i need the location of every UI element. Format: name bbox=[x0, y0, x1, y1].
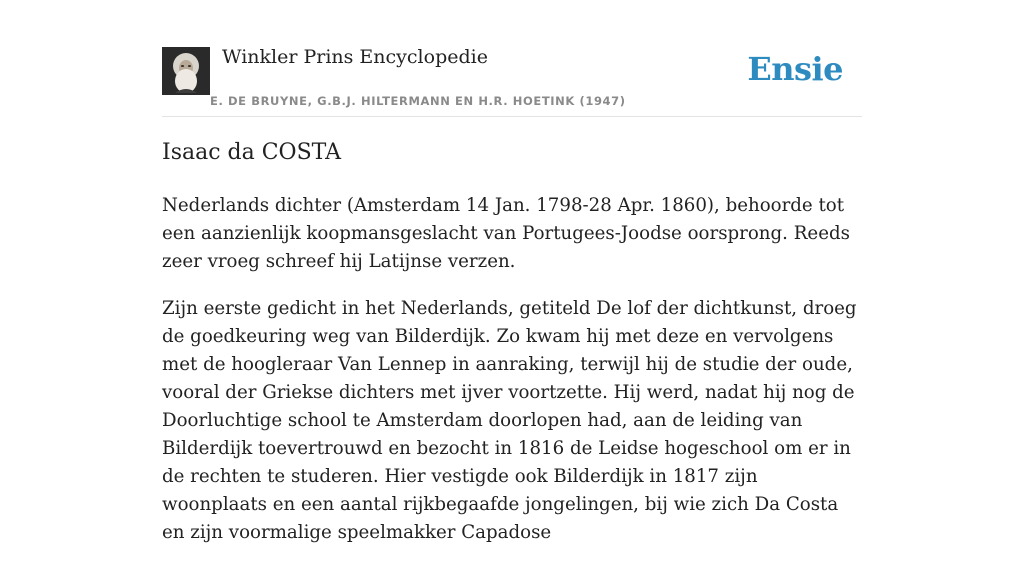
ensie-logo-link[interactable]: Ensie bbox=[747, 50, 843, 88]
article-body bbox=[162, 192, 862, 566]
site-header bbox=[162, 44, 862, 117]
publication-title[interactable]: Winkler Prins Encyclopedie bbox=[222, 46, 488, 68]
author-portrait-icon[interactable] bbox=[162, 47, 210, 95]
article-paragraph: Nederlands dichter (Amsterdam 14 Jan. 1798-28 Apr. 1860), behoorde tot een aanzienlijk koopmansgeslacht van Portugees-Joodse oorsprong. Reeds zeer vroeg schreef hij Latijnse verzen. bbox=[162, 195, 850, 272]
publication-authors: E. DE BRUYNE, G.B.J. HILTERMANN EN H.R. HOETINK (1947) bbox=[210, 94, 626, 108]
article-paragraph: Zijn eerste gedicht in het Nederlands, getiteld De lof der dichtkunst, droeg de goedkeuring weg van Bilderdijk. Zo kwam hij met deze en vervolgens met de hoogleraar Van Lennep in aanraking, terwijl hij de studie der oude, vooral der Griekse dichters met ijver voortzette. Hij werd, nadat hij nog de Doorluchtige school te Amsterdam doorlopen had, aan de leiding van Bilderdijk toevertrouwd en bezocht in 1816 de Leidse hogeschool om er in de rechten te studeren. Hier vestigde ook Bilderdijk in 1817 zijn woonplaats en een aantal rijkbegaafde jongelingen, bij wie zich Da Costa en zijn voormalige speelmakker Capadose bbox=[162, 298, 857, 543]
article-title: Isaac da COSTA bbox=[162, 140, 342, 165]
